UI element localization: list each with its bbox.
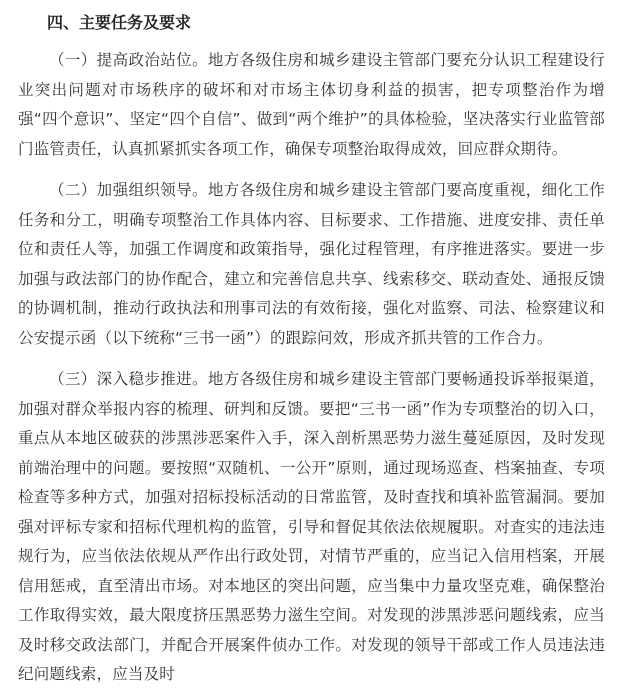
paragraph-strengthen-leadership: （二）加强组织领导。地方各级住房和城乡建设主管部门要高度重视，细化工作任务和分工，明确专项整治工作具体内容、目标要求、工作措施、进度安排、责任单位和责任人等，加强工作调度和政策指导，强化过程管理，有序推进落实。要进一步加强与政法部门的协作配合，建立和完善信息共享、线索移交、联动查处、通报反馈的协调机制，推动行政执法和刑事司法的有效衔接，强化对监察、司法、检察建议和公安提示函（以下统称“三书一函”）的跟踪问效，形成齐抓共管的工作合力。 [18, 181, 605, 347]
section-heading: 四、主要任务及要求 [47, 13, 192, 32]
paragraph-raise-political-standing: （一）提高政治站位。地方各级住房和城乡建设主管部门要充分认识工程建设行业突出问题对市场秩序的破坏和对市场主体切身利益的损害，把专项整治作为增强“四个意识”、坚定“四个自信”、做到“两个维护”的具体检验，坚决落实行业监管部门监管责任，认真抓紧抓实各项工作，确保专项整治取得成效，回应群众期待。 [18, 51, 605, 158]
paragraph-advance-steadily: （三）深入稳步推进。地方各级住房和城乡建设主管部门要畅通投诉举报渠道，加强对群众举报内容的梳理、研判和反馈。要把“三书一函”作为专项整治的切入口，重点从本地区破获的涉黑涉恶案件入手，深入剖析黑恶势力滋生蔓延原因，及时发现前端治理中的问题。要按照“双随机、一公开”原则，通过现场巡查、档案抽查、专项检查等多种方式，加强对招标投标活动的日常监管，及时查找和填补监管漏洞。要加强对评标专家和招标代理机构的监管，引导和督促其依法依规履职。对查实的违法违规行为，应当依法依规从严作出行政处罚，对情节严重的，应当记入信用档案，开展信用惩戒，直至清出市场。对本地区的突出问题，应当集中力量攻坚克难，确保整治工作取得实效，最大限度挤压黑恶势力滋生空间。对发现的涉黑涉恶问题线索，应当及时移交政法部门，并配合开展案件侦办工作。对发现的领导干部或工作人员违法违纪问题线索，应当及时 [18, 370, 605, 683]
